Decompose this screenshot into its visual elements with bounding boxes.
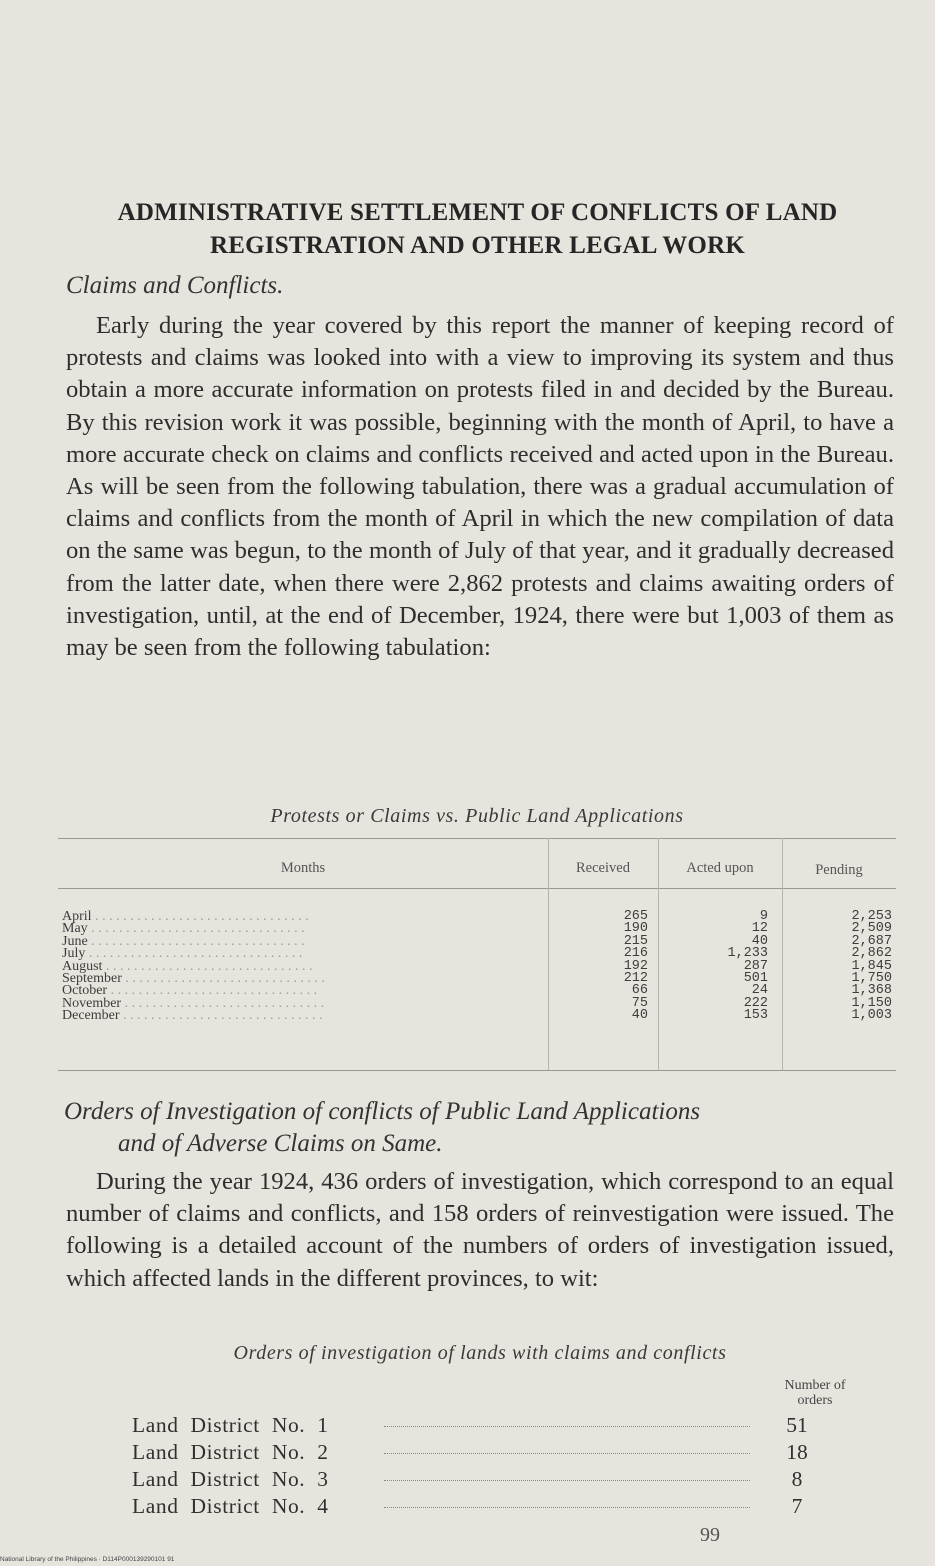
orders-count: 8 bbox=[791, 1467, 803, 1491]
pending-cell: 2,253 bbox=[851, 909, 892, 924]
received-cell: 190 bbox=[623, 921, 648, 937]
pending-cell: 1,845 bbox=[851, 958, 892, 974]
pending-cell: 1,150 bbox=[851, 995, 892, 1011]
acted-cell: 40 bbox=[751, 933, 768, 949]
heading-line-2: REGISTRATION AND OTHER LEGAL WORK bbox=[210, 232, 745, 259]
header-pending: Pending bbox=[815, 862, 863, 878]
orders-paragraph-text: During the year 1924, 436 orders of investigation, which correspond to an equal number of claims and conflicts, and 158 orders of reinvestigation were issued. The following is a detailed account of the numbers of orders of investigation issued, which affected lands in the different provinces, to wit: bbox=[66, 1168, 894, 1292]
claims-paragraph-text: Early during the year covered by this report the manner of keeping record of protests and claims was looked into with a view to improving its system and thus obtain a more accurate information on protests filed in and decided by the Bureau. By this revision work it was possible, beginning with the month of April, to have a more accurate check on claims and conflicts received and acted upon in the Bureau. As will be seen from the following tabulation, there was a gradual accumulation of claims and conflicts from the month of April in which the new compilation of data on the same was begun, to the month of July of that year, and it gradually decreased from the latter date, when there were 2,862 protests and claims awaiting orders of investigation, until, at the end of December, 1924, there were but 1,003 of them as may be seen from the following tabulation: bbox=[66, 312, 894, 662]
page-heading bbox=[60, 196, 895, 262]
table-bottom-rule bbox=[58, 1070, 896, 1071]
table2-row bbox=[132, 1493, 832, 1519]
district-label: Land District No. 3 bbox=[132, 1467, 329, 1491]
leader-dots bbox=[384, 1478, 750, 1481]
received-cell: 212 bbox=[623, 971, 648, 987]
acted-cell: 287 bbox=[743, 958, 768, 974]
received-cell: 75 bbox=[631, 995, 648, 1011]
received-cell: 66 bbox=[631, 983, 648, 999]
orders-count: 7 bbox=[791, 1494, 803, 1518]
pending-cell: 2,687 bbox=[851, 933, 892, 949]
table2-row bbox=[132, 1412, 832, 1438]
claims-paragraph bbox=[66, 310, 894, 664]
page-number: 99 bbox=[700, 1524, 720, 1546]
pending-cell: 1,750 bbox=[851, 971, 892, 987]
received-cell: 216 bbox=[623, 946, 648, 962]
pending-cell: 1,368 bbox=[851, 983, 892, 999]
table2-row bbox=[132, 1466, 832, 1492]
months-column bbox=[62, 911, 546, 1023]
district-label: Land District No. 4 bbox=[132, 1494, 329, 1518]
leader-dots bbox=[384, 1505, 750, 1508]
acted-upon-column bbox=[668, 911, 768, 1023]
table-top-rule bbox=[58, 838, 896, 839]
received-cell: 265 bbox=[623, 909, 648, 924]
orders-paragraph bbox=[66, 1166, 894, 1295]
district-label: Land District No. 2 bbox=[132, 1440, 329, 1464]
acted-cell: 24 bbox=[751, 983, 768, 999]
orders-count: 18 bbox=[786, 1440, 808, 1464]
leader-dots bbox=[384, 1451, 750, 1454]
received-cell: 40 bbox=[631, 1008, 648, 1024]
pending-cell: 1,003 bbox=[851, 1008, 892, 1024]
pending-cell: 2,509 bbox=[851, 921, 892, 937]
received-cell: 215 bbox=[623, 933, 648, 949]
acted-cell: 12 bbox=[751, 921, 768, 937]
acted-cell: 1,233 bbox=[727, 946, 768, 962]
table-header-rule bbox=[58, 888, 896, 889]
orders-count: 51 bbox=[786, 1413, 808, 1437]
received-column bbox=[558, 911, 648, 1023]
month-cell: May . . . . . . . . . . . . . . . . . . . . . . . . . . . . . . . bbox=[62, 921, 305, 937]
received-cell: 192 bbox=[623, 958, 648, 974]
acted-cell: 501 bbox=[743, 971, 768, 987]
header-months: Months bbox=[280, 860, 326, 876]
month-cell: September . . . . . . . . . . . . . . . . . . . . . . . . . . . . . bbox=[62, 971, 325, 987]
acted-cell: 153 bbox=[743, 1008, 768, 1024]
district-label: Land District No. 1 bbox=[132, 1413, 329, 1437]
month-cell: December . . . . . . . . . . . . . . . . . . . . . . . . . . . . . bbox=[62, 1008, 323, 1024]
protests-table bbox=[58, 838, 896, 1072]
table2-row bbox=[132, 1439, 832, 1465]
month-cell: June . . . . . . . . . . . . . . . . . . . . . . . . . . . . . . . bbox=[62, 933, 305, 949]
header-received: Received bbox=[576, 860, 630, 876]
acted-cell: 222 bbox=[743, 995, 768, 1011]
scan-footer: National Library of the Philippines · D114P000139290101 91 bbox=[0, 1556, 175, 1563]
table2-header bbox=[760, 1378, 870, 1408]
section-title-claims: Claims and Conflicts. bbox=[66, 272, 284, 299]
pending-column bbox=[792, 911, 892, 1023]
leader-dots bbox=[384, 1424, 750, 1427]
section-title-orders-line2: and of Adverse Claims on Same. bbox=[118, 1130, 443, 1157]
table2-header-line2: orders bbox=[797, 1393, 833, 1408]
table2-header-line1: Number of bbox=[784, 1378, 846, 1393]
table1-caption: Protests or Claims vs. Public Land Applications bbox=[270, 805, 684, 827]
header-acted-upon: Acted upon bbox=[686, 860, 754, 876]
section-title-orders-line1: Orders of Investigation of conflicts of Public Land Applications bbox=[64, 1098, 701, 1125]
month-cell: August . . . . . . . . . . . . . . . . . . . . . . . . . . . . . . bbox=[62, 958, 313, 974]
acted-cell: 9 bbox=[759, 909, 768, 924]
table2-caption: Orders of investigation of lands with claims and conflicts bbox=[233, 1342, 727, 1364]
month-cell: July . . . . . . . . . . . . . . . . . . . . . . . . . . . . . . . bbox=[62, 946, 303, 962]
month-cell: November . . . . . . . . . . . . . . . . . . . . . . . . . . . . . bbox=[62, 995, 325, 1011]
month-cell: April . . . . . . . . . . . . . . . . . . . . . . . . . . . . . . . bbox=[62, 909, 309, 924]
heading-line-1: ADMINISTRATIVE SETTLEMENT OF CONFLICTS OF LAND bbox=[117, 199, 838, 226]
pending-cell: 2,862 bbox=[851, 946, 892, 962]
month-cell: October . . . . . . . . . . . . . . . . . . . . . . . . . . . . . . bbox=[62, 983, 318, 999]
